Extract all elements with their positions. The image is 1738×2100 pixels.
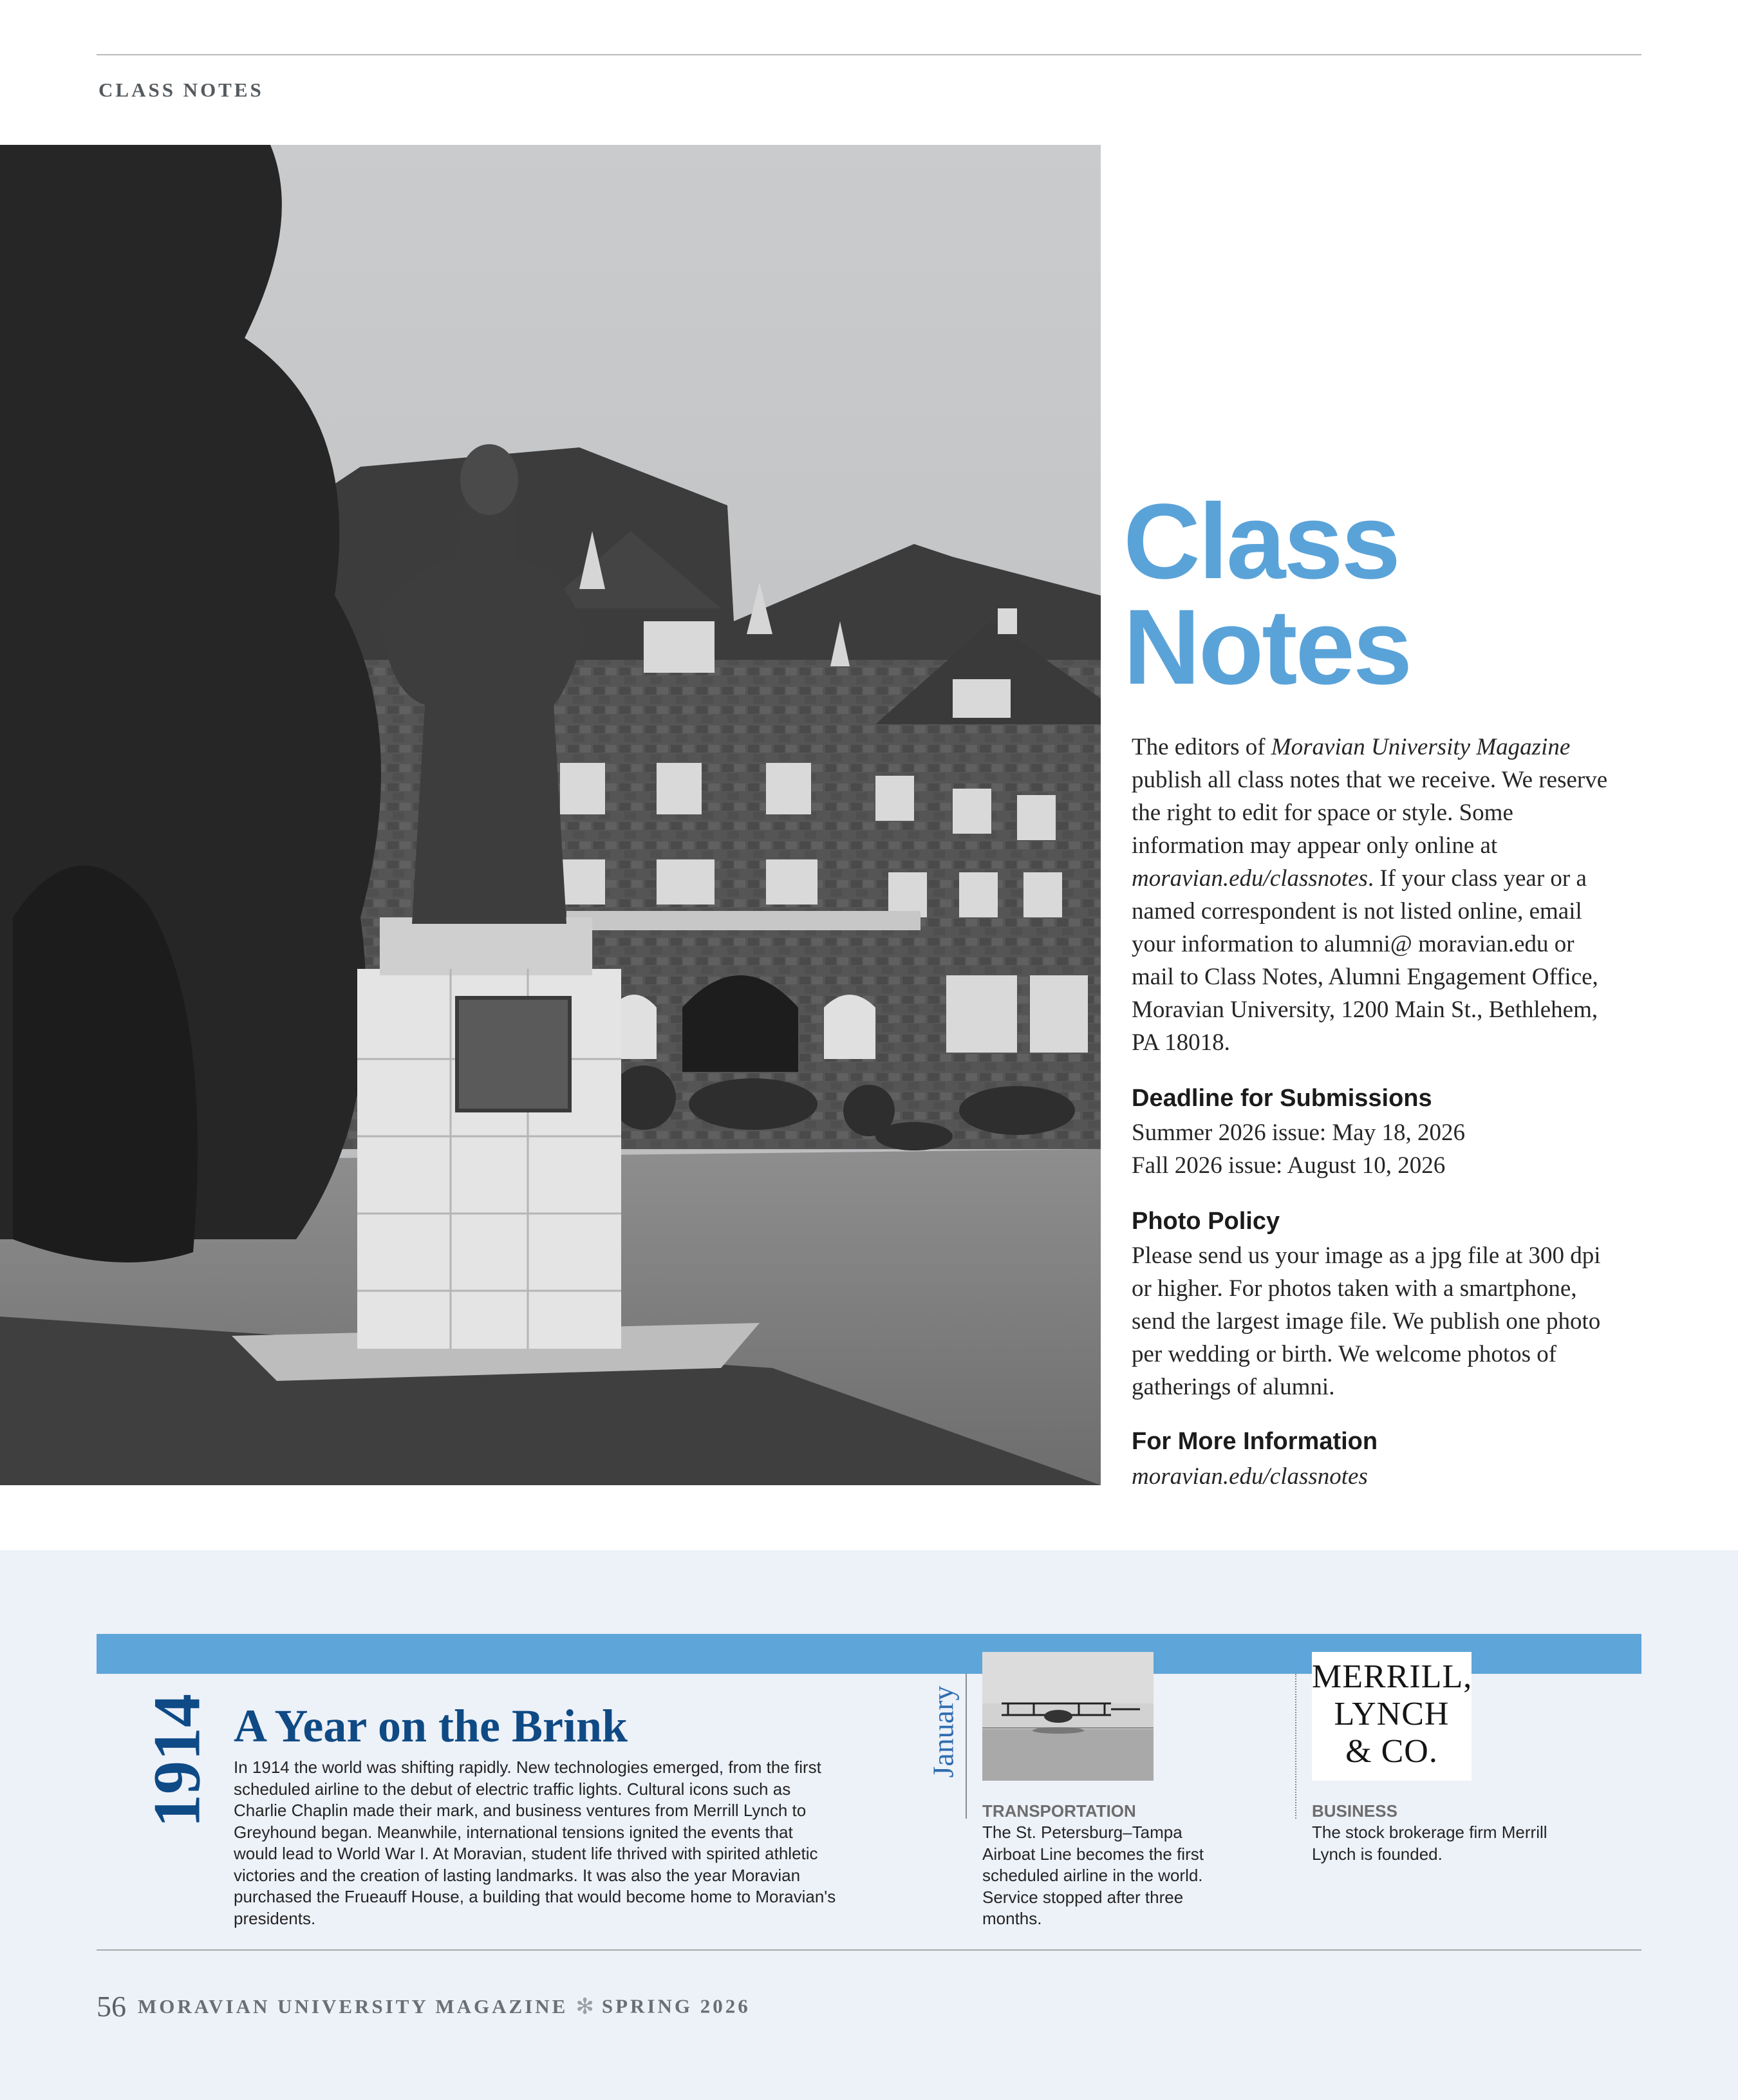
event-divider-dotted	[1295, 1674, 1296, 1819]
timeline-year	[140, 1687, 214, 1835]
title-line-2: Notes	[1123, 588, 1411, 707]
timeline-text: In 1914 the world was shifting rapidly. New technologies emerged, from the first scheduled airline to the debut of electric traffic lights. Cultural icons such as Charlie Chaplin made their mark, and business ventures from Merrill Lynch to Greyhound began. Meanwhile, international tensions ignited the events that would lead to World War I. At Moravian, student life thrived with spirited athletic victories and the creation of lasting landmarks. It was also the year Moravian purchased the Frueauff House, a building that would become home to Moravian's presidents.	[234, 1758, 836, 1928]
more-info-heading: For More Information	[1132, 1428, 1378, 1455]
photo-policy-text: Please send us your image as a jpg file at 300 dpi or higher. For photos taken with a smartphone, send the largest image file. We publish one photo per wedding or birth. We welcome photos of gatherings of alumni.	[1132, 1242, 1601, 1400]
deadline-heading: Deadline for Submissions	[1132, 1085, 1432, 1112]
deadline-summer: Summer 2026 issue: May 18, 2026	[1132, 1120, 1465, 1146]
year-text: 1914	[140, 1694, 214, 1828]
intro-suffix: . If your class year or a named correspondent is not listed online, email your information to alumni@ moravian.edu or mail to Class Notes, Alumni Engagement Office, Moravian University, 1200 Main St., Bethlehem, PA 18018.	[1132, 865, 1598, 1056]
magazine-title: MORAVIAN UNIVERSITY MAGAZINE	[138, 1994, 568, 2018]
page-number: 56	[97, 1990, 126, 2023]
month-text: January	[926, 1685, 960, 1778]
magazine-name: Moravian University Magazine	[1271, 734, 1571, 760]
merrill-lynch-logo	[1312, 1652, 1472, 1781]
section-label: CLASS NOTES	[98, 79, 264, 101]
timeline-title: A Year on the Brink	[234, 1700, 628, 1752]
more-info-link[interactable]: moravian.edu/classnotes	[1132, 1463, 1368, 1490]
intro-prefix: The editors of	[1132, 734, 1271, 760]
business-label: BUSINESS	[1312, 1801, 1397, 1821]
snowflake-icon: ✻	[575, 1994, 594, 2019]
issue-label: SPRING 2026	[601, 1994, 751, 2018]
title-line-1: Class	[1123, 482, 1399, 601]
airboat-photo	[982, 1652, 1154, 1781]
logo-line-2: LYNCH	[1334, 1696, 1450, 1732]
photo-policy-heading: Photo Policy	[1132, 1208, 1280, 1235]
intro-middle: publish all class notes that we receive. We reserve the right to edit for space or style. Some information may appear only online at	[1132, 767, 1608, 859]
timeline-month	[920, 1674, 966, 1790]
logo-line-3: & CO.	[1345, 1733, 1438, 1770]
campus-statue-photo	[0, 145, 1101, 1485]
classnotes-link[interactable]: moravian.edu/classnotes	[1132, 865, 1368, 892]
footer-rule	[97, 1949, 1641, 1951]
transportation-text: The St. Petersburg–Tampa Airboat Line becomes the first scheduled airline in the world. Service stopped after three months.	[982, 1823, 1204, 1928]
logo-line-1: MERRILL,	[1312, 1658, 1473, 1695]
page-footer	[97, 1989, 751, 2023]
header-rule	[97, 54, 1641, 55]
business-text: The stock brokerage firm Merrill Lynch is founded.	[1312, 1823, 1547, 1864]
deadline-fall: Fall 2026 issue: August 10, 2026	[1132, 1152, 1446, 1179]
transportation-label: TRANSPORTATION	[982, 1801, 1136, 1821]
page-title	[1123, 482, 1411, 707]
intro-paragraph	[1132, 731, 1621, 1059]
event-divider	[966, 1674, 967, 1819]
